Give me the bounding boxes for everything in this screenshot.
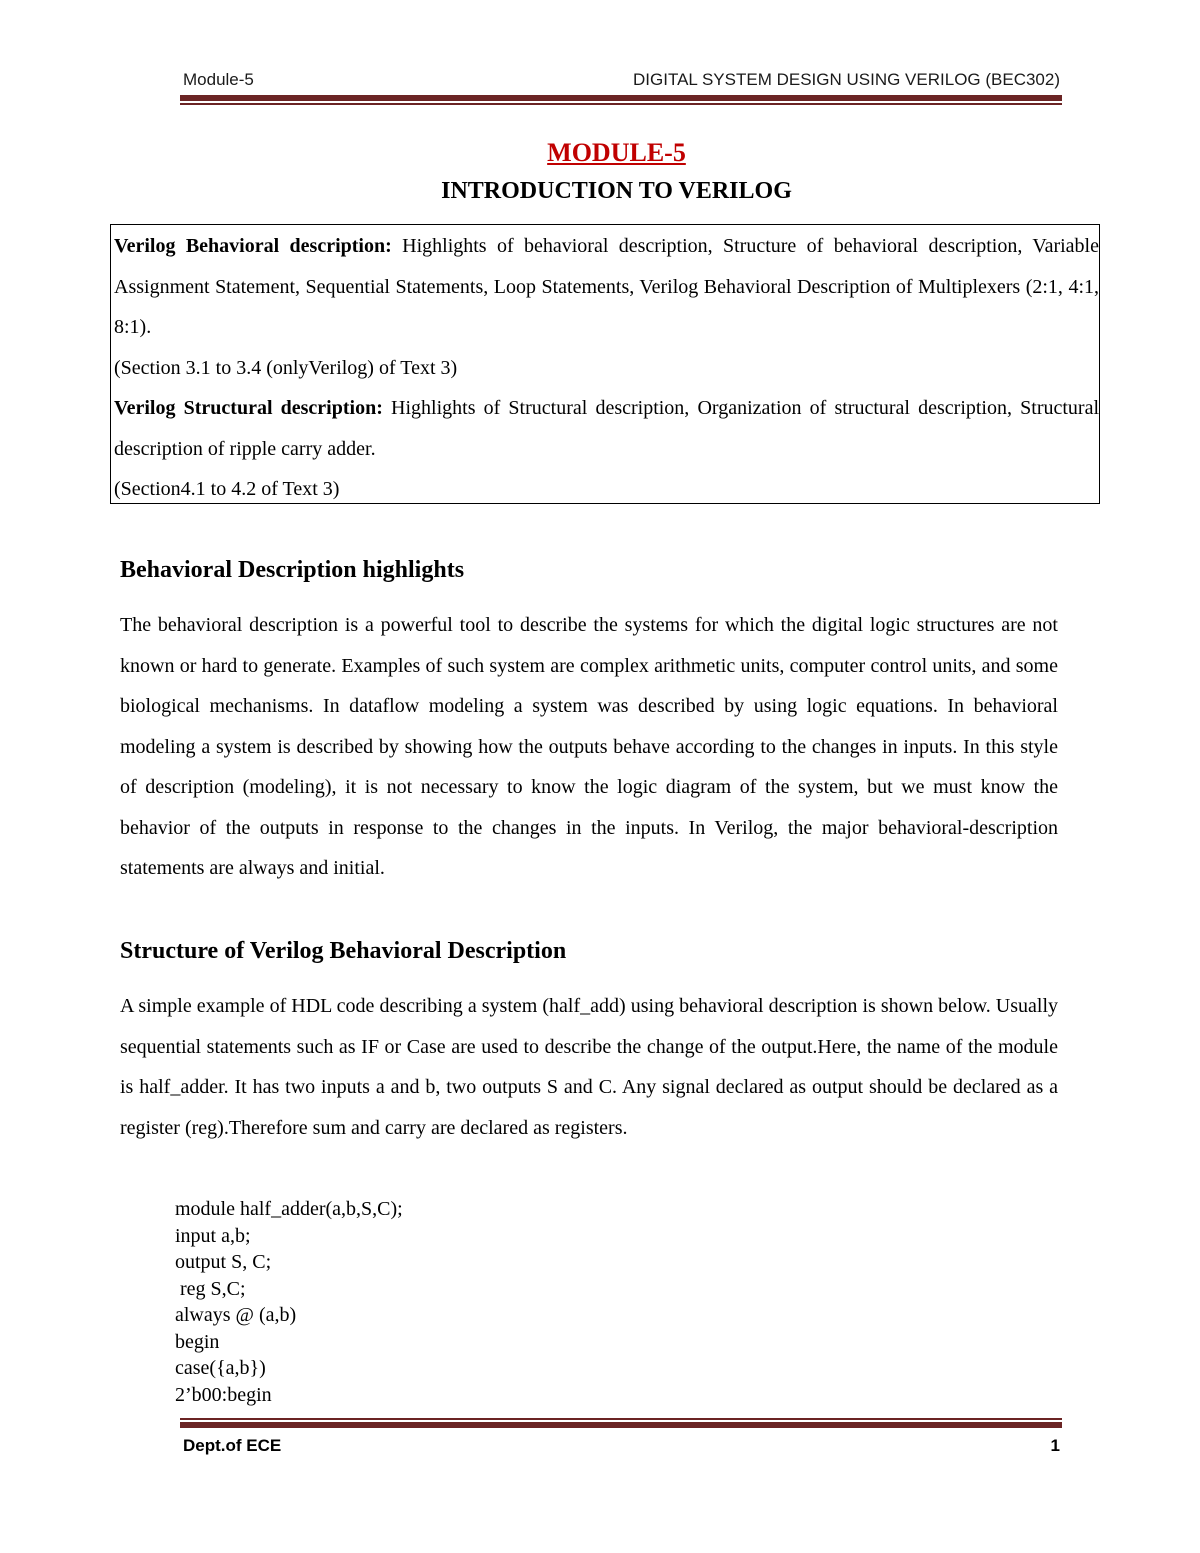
footer-department: Dept.of ECE: [183, 1436, 282, 1455]
syllabus-behavioral: [114, 226, 1099, 348]
section-body-structure: A simple example of HDL code describing a system (half_add) using behavioral description is shown below. Usually sequential statements such as IF or Case are used to describe the change of the output.Here, the name of the module is half_adder. It has two inputs a and b, two outputs S and C. Any signal declared as output should be declared as a register (reg).Therefore sum and carry are declared as registers.: [120, 995, 1058, 1139]
code-listing: [175, 1196, 403, 1408]
section-heading-structure: Structure of Verilog Behavioral Description: [120, 938, 567, 964]
code-line: module half_adder(a,b,S,C);: [175, 1198, 403, 1220]
code-line: reg S,C;: [175, 1277, 246, 1300]
section-heading-behavioral-highlights: Behavioral Description highlights: [120, 557, 465, 583]
code-line: case({a,b}): [175, 1357, 266, 1379]
syllabus-behavioral-label: Verilog Behavioral description:: [114, 235, 392, 257]
running-header-module: Module-5: [183, 70, 254, 89]
syllabus-structural: [114, 388, 1099, 469]
section-body-behavioral-highlights: The behavioral description is a powerful tool to describe the systems for which the digital logic structures are not known or hard to generate. Examples of such system are complex arithmetic units, computer control units, and some biological mechanisms. In dataflow modeling a system was described by using logic equations. In behavioral modeling a system is described by showing how the outputs behave according to the changes in inputs. In this style of description (modeling), it is not necessary to know the logic diagram of the system, but we must know the behavior of the outputs in response to the changes in the inputs. In Verilog, the major behavioral-description statements are always and initial.: [120, 614, 1058, 879]
page-subtitle: INTRODUCTION TO VERILOG: [441, 178, 792, 204]
code-line: begin: [175, 1330, 220, 1353]
code-line: always @ (a,b): [175, 1304, 297, 1326]
syllabus-behavioral-ref: (Section 3.1 to 3.4 (onlyVerilog) of Text 3): [114, 356, 458, 379]
syllabus-box: [110, 224, 1100, 504]
footer-rule: [180, 1422, 1062, 1428]
footer-rule-thin: [180, 1418, 1062, 1420]
syllabus-structural-text: Highlights of Structural description, Organization of structural description, Structural description of ripple carry adder.: [114, 397, 1100, 460]
page-number: 1: [1050, 1436, 1060, 1455]
running-header-course: DIGITAL SYSTEM DESIGN USING VERILOG (BEC302): [633, 70, 1060, 89]
code-line: input a,b;: [175, 1224, 251, 1247]
code-line: 2’b00:begin: [175, 1383, 272, 1406]
syllabus-structural-label: Verilog Structural description:: [114, 397, 383, 419]
code-line: output S, C;: [175, 1251, 272, 1273]
module-title: MODULE-5: [547, 138, 686, 167]
header-rule-thin: [180, 103, 1062, 105]
header-rule: [180, 95, 1062, 101]
syllabus-structural-ref: (Section4.1 to 4.2 of Text 3): [114, 478, 340, 500]
syllabus-behavioral-text: Highlights of behavioral description, Structure of behavioral description, Variable Assignment Statement, Sequential Statements, Loop Statements, Verilog Behavioral Description of Multiplexers (2:1, 4:1, 8:1).: [114, 235, 1099, 338]
